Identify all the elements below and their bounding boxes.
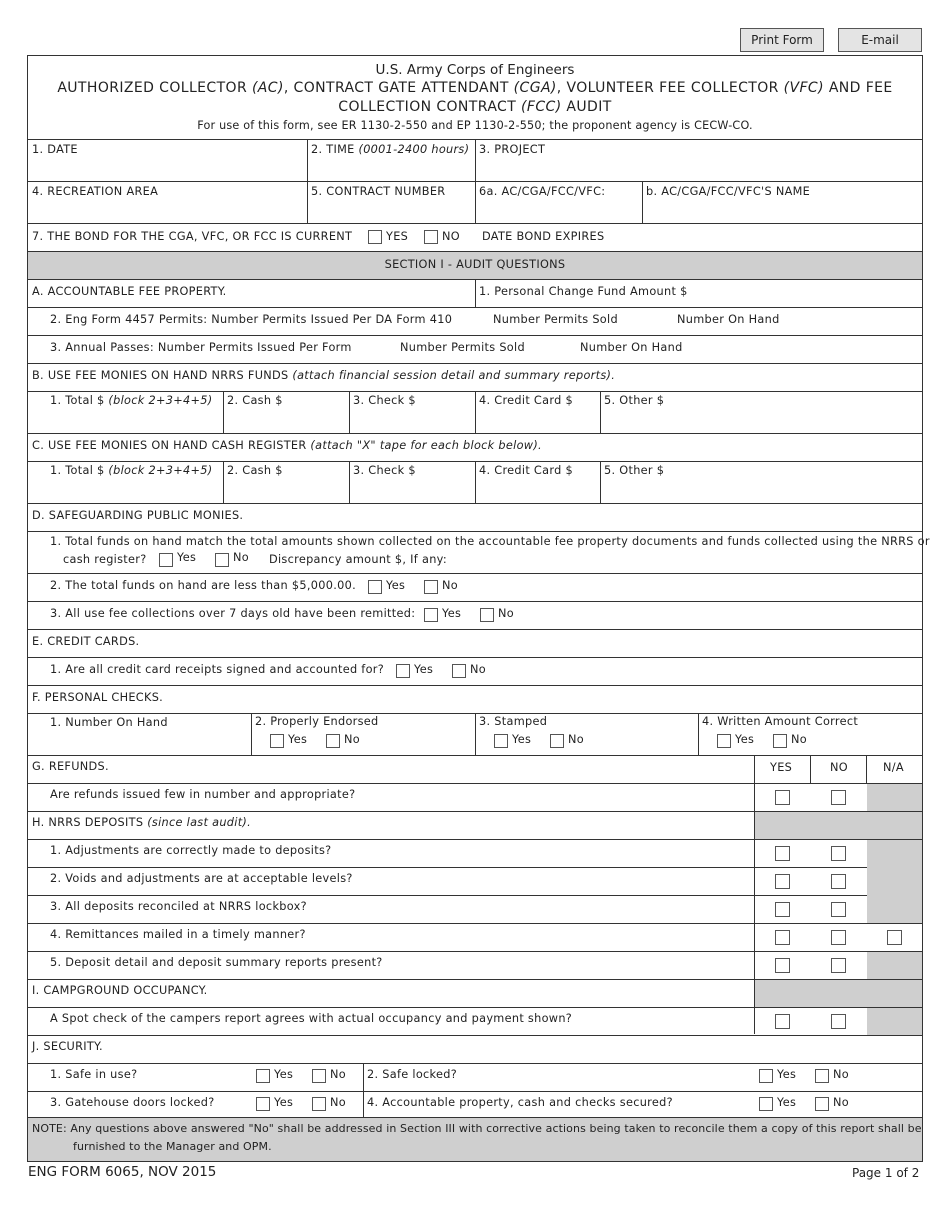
date-field[interactable]	[28, 157, 307, 181]
recreation-area-label: 4. RECREATION AREA	[32, 185, 159, 198]
na-unavailable	[755, 980, 922, 1007]
title-part: AUDIT	[561, 99, 612, 115]
section-b-title	[32, 369, 615, 382]
title-part: , VOLUNTEER FEE COLLECTOR	[556, 80, 784, 96]
divider	[28, 573, 922, 574]
a2-sold-label: Number Permits Sold	[493, 313, 618, 326]
j4-label: 4. Accountable property, cash and checks secured?	[367, 1096, 673, 1109]
h3-label: 3. All deposits reconciled at NRRS lockbox?	[50, 900, 307, 913]
na-unavailable	[755, 812, 922, 839]
title-part: , CONTRACT GATE ATTENDANT	[283, 80, 514, 96]
b-check-label: 3. Check $	[353, 394, 416, 407]
divider	[600, 461, 601, 503]
title-part: (CGA)	[513, 80, 557, 96]
title-part: (VFC)	[783, 80, 824, 96]
d2-yes-checkbox[interactable]	[368, 580, 382, 594]
j4-yes-checkbox[interactable]	[759, 1097, 773, 1111]
d1-line1: 1. Total funds on hand match the total amounts shown collected on the accountable fee property documents and funds collected using the NRRS or	[50, 535, 930, 548]
d3-yes-checkbox[interactable]	[424, 608, 438, 622]
total-hint: (block 2+3+4+5)	[108, 394, 213, 407]
recreation-area-field[interactable]	[28, 199, 307, 223]
change-fund-field[interactable]	[680, 282, 920, 304]
h1-no-checkbox[interactable]	[831, 846, 846, 861]
section-f-title: F. PERSONAL CHECKS.	[32, 691, 164, 704]
h3-no-checkbox[interactable]	[831, 902, 846, 917]
d3-yes-label: Yes	[442, 607, 462, 620]
i1-yes-checkbox[interactable]	[775, 1014, 790, 1029]
g1-no-checkbox[interactable]	[831, 790, 846, 805]
h4-yes-checkbox[interactable]	[775, 930, 790, 945]
d1-line2: cash register?	[63, 553, 147, 566]
divider	[810, 755, 811, 783]
form-instructions: For use of this form, see ER 1130-2-550 and EP 1130-2-550; the proponent agency is CECW-CO.	[197, 119, 753, 132]
j2-yes-label: Yes	[777, 1068, 797, 1081]
c-credit-label: 4. Credit Card $	[479, 464, 573, 477]
title-part: COLLECTION CONTRACT	[338, 99, 522, 115]
d3-label: 3. All use fee collections over 7 days old have been remitted:	[50, 607, 416, 620]
na-unavailable	[867, 784, 922, 811]
bond-question: 7. THE BOND FOR THE CGA, VFC, OR FCC IS CURRENT	[32, 230, 353, 243]
f4-yes-checkbox[interactable]	[717, 734, 731, 748]
g1-label: Are refunds issued few in number and appropriate?	[50, 788, 356, 801]
divider	[698, 713, 699, 755]
j2-no-label: No	[833, 1068, 849, 1081]
d1-discrepancy-label: Discrepancy amount $, If any:	[269, 553, 447, 566]
divider	[28, 657, 922, 658]
bond-no-checkbox[interactable]	[424, 230, 438, 244]
j1-yes-label: Yes	[274, 1068, 294, 1081]
divider	[28, 1035, 922, 1036]
section-j-title: J. SECURITY.	[32, 1040, 103, 1053]
f2-no-label: No	[344, 733, 360, 746]
collector-id-field[interactable]	[476, 199, 642, 223]
divider	[28, 629, 922, 630]
collector-name-label: b. AC/CGA/FCC/VFC'S NAME	[646, 185, 811, 198]
j2-label: 2. Safe locked?	[367, 1068, 457, 1081]
divider	[28, 307, 922, 308]
a2-hand-label: Number On Hand	[677, 313, 780, 326]
j4-no-checkbox[interactable]	[815, 1097, 829, 1111]
form-title-line2	[28, 99, 922, 115]
j3-yes-label: Yes	[274, 1096, 294, 1109]
divider	[28, 895, 922, 896]
section-b-hint: (attach financial session detail and summary reports).	[292, 369, 616, 382]
divider	[475, 713, 476, 755]
divider	[866, 755, 867, 783]
divider	[28, 951, 922, 952]
e1-no-label: No	[470, 663, 486, 676]
divider	[28, 923, 922, 924]
h4-no-checkbox[interactable]	[831, 930, 846, 945]
divider	[600, 391, 601, 433]
change-fund-label: 1. Personal Change Fund Amount $	[479, 285, 688, 298]
d1-no-checkbox[interactable]	[215, 553, 229, 567]
f2-yes-label: Yes	[288, 733, 308, 746]
j1-no-checkbox[interactable]	[312, 1069, 326, 1083]
g1-yes-checkbox[interactable]	[775, 790, 790, 805]
section-i-title: I. CAMPGROUND OCCUPANCY.	[32, 984, 208, 997]
date-label: 1. DATE	[32, 143, 78, 156]
time-label	[311, 143, 469, 156]
time-label-text: 2. TIME	[311, 143, 359, 156]
divider	[251, 713, 252, 755]
project-label: 3. PROJECT	[479, 143, 546, 156]
j3-label: 3. Gatehouse doors locked?	[50, 1096, 215, 1109]
section-h-title-text: H. NRRS DEPOSITS	[32, 816, 148, 829]
agency-name: U.S. Army Corps of Engineers	[375, 62, 575, 78]
bond-expires-field[interactable]	[618, 226, 918, 248]
d1-no-label: No	[233, 551, 249, 564]
section-e-title: E. CREDIT CARDS.	[32, 635, 140, 648]
divider	[28, 601, 922, 602]
j3-no-checkbox[interactable]	[312, 1097, 326, 1111]
e1-yes-label: Yes	[414, 663, 434, 676]
j1-label: 1. Safe in use?	[50, 1068, 138, 1081]
title-part: (AC)	[251, 80, 284, 96]
j4-yes-label: Yes	[777, 1096, 797, 1109]
f2-label: 2. Properly Endorsed	[255, 715, 379, 728]
divider	[28, 531, 922, 532]
divider	[28, 685, 922, 686]
section-h-title	[32, 816, 251, 829]
j1-yes-checkbox[interactable]	[256, 1069, 270, 1083]
divider	[28, 839, 922, 840]
divider	[223, 461, 224, 503]
title-part: AUTHORIZED COLLECTOR	[57, 80, 252, 96]
section-c-hint: (attach "X" tape for each block below).	[310, 439, 542, 452]
section-b-title-text: B. USE FEE MONIES ON HAND NRRS FUNDS	[32, 369, 293, 382]
d1-yes-label: Yes	[177, 551, 197, 564]
section-h-hint: (since last audit).	[147, 816, 252, 829]
c-total-label	[50, 464, 212, 477]
f3-yes-checkbox[interactable]	[494, 734, 508, 748]
note-line1: NOTE: Any questions above answered "No" shall be addressed in Section III with corrective actions being taken to reconcile them a copy of this report shall be	[32, 1122, 922, 1135]
divider	[28, 867, 922, 868]
f3-no-checkbox[interactable]	[550, 734, 564, 748]
total-label-text: 1. Total $	[50, 464, 109, 477]
divider	[28, 223, 922, 224]
divider	[475, 391, 476, 433]
section-c-title-text: C. USE FEE MONIES ON HAND CASH REGISTER	[32, 439, 311, 452]
a2-label: 2. Eng Form 4457 Permits: Number Permits Issued Per DA Form 410	[50, 313, 453, 326]
h4-na-checkbox[interactable]	[887, 930, 902, 945]
i1-label: A Spot check of the campers report agrees with actual occupancy and payment shown?	[50, 1012, 573, 1025]
divider	[28, 1091, 922, 1092]
c-check-label: 3. Check $	[353, 464, 416, 477]
time-field[interactable]	[308, 157, 475, 181]
e1-label: 1. Are all credit card receipts signed and accounted for?	[50, 663, 385, 676]
bond-yes-label: YES	[386, 230, 409, 243]
f4-no-checkbox[interactable]	[773, 734, 787, 748]
collector-name-field[interactable]	[643, 199, 922, 223]
divider	[28, 363, 922, 364]
divider	[28, 1063, 922, 1064]
e1-yes-checkbox[interactable]	[396, 664, 410, 678]
f4-yes-label: Yes	[735, 733, 755, 746]
j4-no-label: No	[833, 1096, 849, 1109]
j3-no-label: No	[330, 1096, 346, 1109]
a3-hand-label: Number On Hand	[580, 341, 683, 354]
note-line2: furnished to the Manager and OPM.	[73, 1140, 272, 1153]
divider	[475, 279, 476, 307]
d3-no-checkbox[interactable]	[480, 608, 494, 622]
j3-yes-checkbox[interactable]	[256, 1097, 270, 1111]
page-number: Page 1 of 2	[852, 1166, 920, 1180]
divider	[223, 391, 224, 433]
f1-label: 1. Number On Hand	[50, 716, 168, 729]
contract-number-field[interactable]	[308, 199, 475, 223]
collector-id-label: 6a. AC/CGA/FCC/VFC:	[479, 185, 606, 198]
divider	[28, 1007, 922, 1008]
d1-yes-checkbox[interactable]	[159, 553, 173, 567]
h5-yes-checkbox[interactable]	[775, 958, 790, 973]
f2-no-checkbox[interactable]	[326, 734, 340, 748]
h3-yes-checkbox[interactable]	[775, 902, 790, 917]
h2-label: 2. Voids and adjustments are at acceptable levels?	[50, 872, 353, 885]
divider	[28, 503, 922, 504]
total-hint: (block 2+3+4+5)	[108, 464, 213, 477]
section-a-title: A. ACCOUNTABLE FEE PROPERTY.	[32, 285, 227, 298]
divider	[28, 783, 922, 784]
c-other-label: 5. Other $	[604, 464, 665, 477]
project-field[interactable]	[476, 157, 922, 181]
b-other-label: 5. Other $	[604, 394, 665, 407]
h1-yes-checkbox[interactable]	[775, 846, 790, 861]
form-id: ENG FORM 6065, NOV 2015	[28, 1164, 217, 1180]
col-no-header: NO	[830, 761, 848, 774]
d3-no-label: No	[498, 607, 514, 620]
title-part: (FCC)	[521, 99, 562, 115]
d2-no-checkbox[interactable]	[424, 580, 438, 594]
f3-label: 3. Stamped	[479, 715, 548, 728]
h5-no-checkbox[interactable]	[831, 958, 846, 973]
section-g-title: G. REFUNDS.	[32, 760, 109, 773]
c-cash-label: 2. Cash $	[227, 464, 283, 477]
bond-no-label: NO	[442, 230, 460, 243]
h1-label: 1. Adjustments are correctly made to deposits?	[50, 844, 332, 857]
divider	[349, 391, 350, 433]
title-part: AND FEE	[823, 80, 893, 96]
f4-label: 4. Written Amount Correct	[702, 715, 859, 728]
b-total-label	[50, 394, 212, 407]
divider	[28, 433, 922, 434]
divider	[349, 461, 350, 503]
col-yes-header: YES	[770, 761, 793, 774]
i1-no-checkbox[interactable]	[831, 1014, 846, 1029]
col-na-header: N/A	[883, 761, 904, 774]
time-hint: (0001-2400 hours)	[358, 143, 470, 156]
h5-label: 5. Deposit detail and deposit summary reports present?	[50, 956, 383, 969]
contract-number-label: 5. CONTRACT NUMBER	[311, 185, 446, 198]
h2-yes-checkbox[interactable]	[775, 874, 790, 889]
na-unavailable	[867, 840, 922, 923]
form-title-line1	[28, 80, 922, 96]
a3-label: 3. Annual Passes: Number Permits Issued Per Form	[50, 341, 352, 354]
email-button[interactable]: E-mail	[838, 28, 922, 52]
divider	[28, 755, 922, 756]
divider	[28, 335, 922, 336]
d2-no-label: No	[442, 579, 458, 592]
f2-yes-checkbox[interactable]	[270, 734, 284, 748]
divider	[363, 1063, 364, 1117]
b-credit-label: 4. Credit Card $	[479, 394, 573, 407]
section-one-title: SECTION I - AUDIT QUESTIONS	[384, 258, 566, 271]
bond-yes-checkbox[interactable]	[368, 230, 382, 244]
section-c-title	[32, 439, 542, 452]
na-unavailable	[867, 952, 922, 979]
h4-label: 4. Remittances mailed in a timely manner?	[50, 928, 306, 941]
d2-yes-label: Yes	[386, 579, 406, 592]
d2-label: 2. The total funds on hand are less than $5,000.00.	[50, 579, 356, 592]
e1-no-checkbox[interactable]	[452, 664, 466, 678]
na-unavailable	[867, 1008, 922, 1035]
f4-no-label: No	[791, 733, 807, 746]
f3-no-label: No	[568, 733, 584, 746]
j2-yes-checkbox[interactable]	[759, 1069, 773, 1083]
bond-expires-label: DATE BOND EXPIRES	[482, 230, 605, 243]
j1-no-label: No	[330, 1068, 346, 1081]
a3-sold-label: Number Permits Sold	[400, 341, 525, 354]
h2-no-checkbox[interactable]	[831, 874, 846, 889]
total-label-text: 1. Total $	[50, 394, 109, 407]
divider	[475, 461, 476, 503]
audit-form	[27, 55, 930, 1162]
section-d-title: D. SAFEGUARDING PUBLIC MONIES.	[32, 509, 244, 522]
print-form-button[interactable]: Print Form	[740, 28, 824, 52]
b-cash-label: 2. Cash $	[227, 394, 283, 407]
j2-no-checkbox[interactable]	[815, 1069, 829, 1083]
f3-yes-label: Yes	[512, 733, 532, 746]
